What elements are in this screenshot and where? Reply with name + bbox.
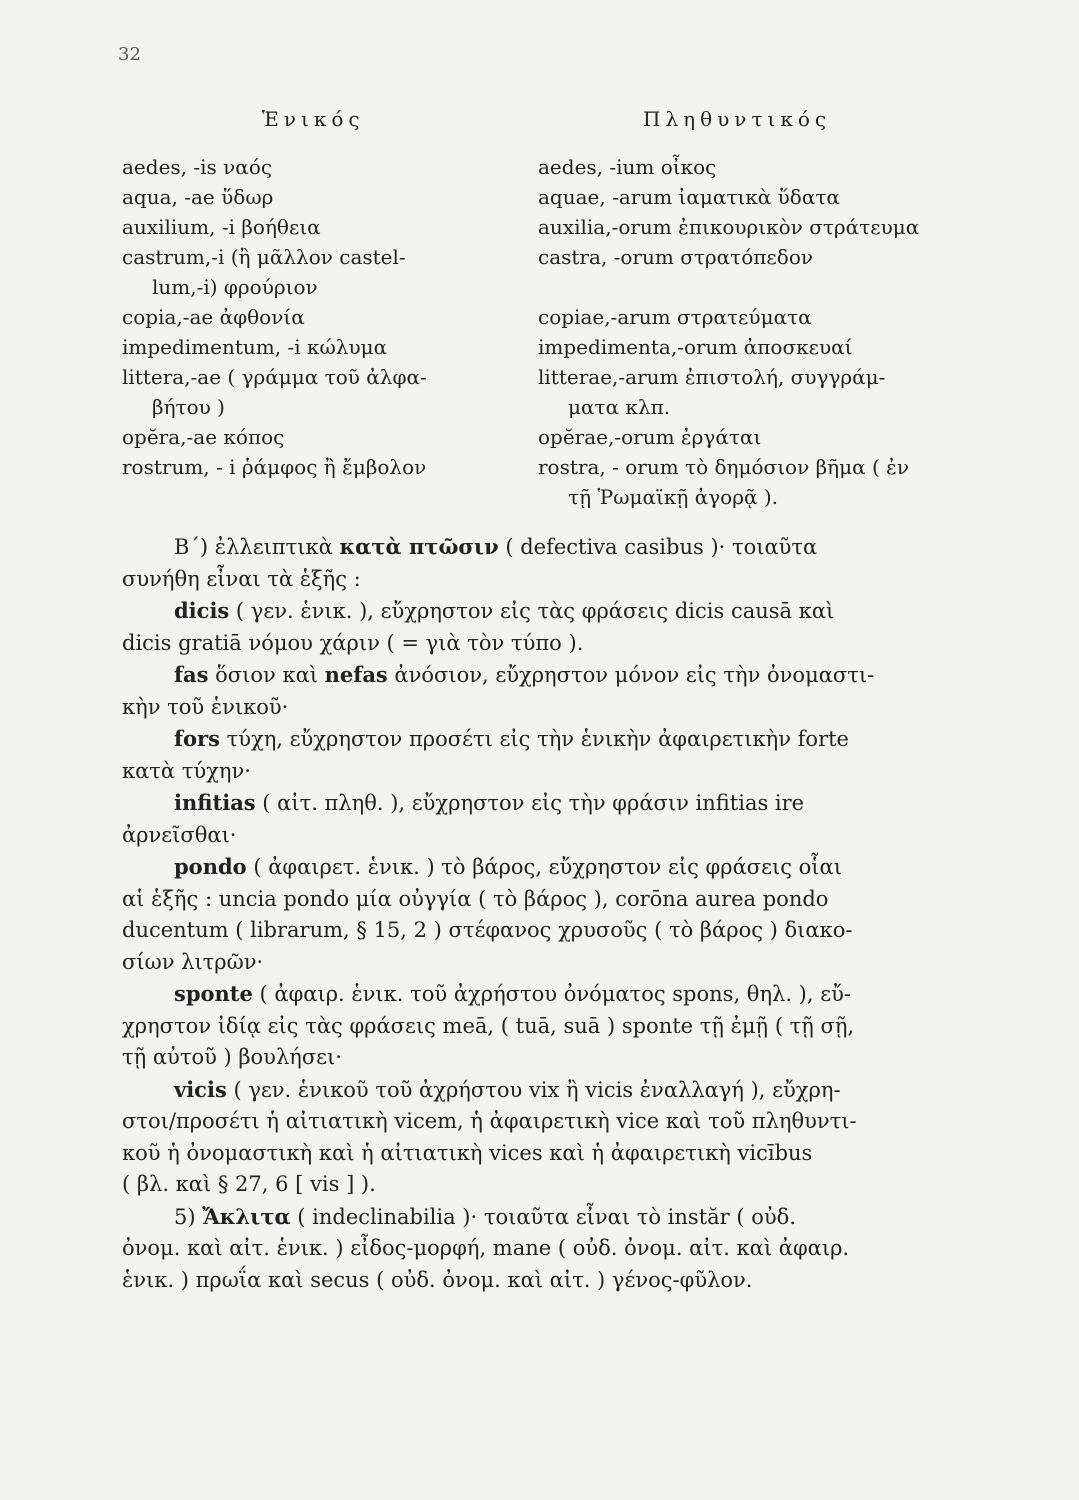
text-line: ἑνικ. ) πρωΐα καὶ secus ( οὐδ. ὀνομ. καὶ αἰτ. ) γένος-φῦλον.: [122, 1267, 753, 1292]
text: ( γεν. ἑνικοῦ τοῦ ἀχρήστου vix ἢ vicis ἐναλλαγή ), εὔχρη-: [226, 1077, 841, 1102]
text-line: κατὰ τύχην·: [122, 758, 251, 783]
text-line: συνήθη εἶναι τὰ ἑξῆς :: [122, 566, 361, 591]
term-vicis: vicis: [174, 1076, 227, 1102]
plural-gap: [538, 272, 978, 302]
text-line: ducentum ( librarum, § 15, 2 ) στέφανος χρυσοῦς ( τὸ βάρος ) διακο-: [122, 918, 853, 942]
text-line: τῇ αὐτοῦ ) βουλήσει·: [122, 1045, 342, 1069]
term-dicis: dicis: [174, 598, 230, 623]
singular-line: castrum,-i (ἢ μᾶλλον castel-: [122, 245, 406, 269]
text: ἀνόσιον, εὔχρηστον μόνον εἰς τὴν ὀνομαστι-: [387, 663, 875, 687]
page-number: 32: [118, 44, 141, 65]
text-line: στοι/προσέτι ἡ αἰτιατικὴ vicem, ἡ ἀφαιρετικὴ vice καὶ τοῦ πληθυντι-: [122, 1109, 857, 1133]
text: ( ἀφαιρ. ἑνικ. τοῦ ἀχρήστου ὀνόματος spons, θηλ. ), εὔ-: [252, 982, 851, 1006]
text-line: αἱ ἑξῆς : uncia pondo μία οὐγγία ( τὸ βάρος ), corōna aurea pondo: [122, 886, 829, 911]
bold-term: Ἄκλιτα: [202, 1203, 291, 1229]
text: B΄) ἐλλειπτικὰ: [174, 535, 340, 559]
term-infitias: infitias: [174, 790, 256, 815]
singular-line: βήτου ): [152, 395, 225, 419]
plural-line: litterae,-arum ἐπιστολή, συγγράμ-: [538, 365, 886, 389]
main-text: [122, 531, 952, 1296]
text-line: dicis gratiā νόμου χάριν ( = γιὰ τὸν τύπο ).: [122, 630, 584, 655]
entry-vicis: [122, 1074, 952, 1107]
text-line: χρηστον ἰδίᾳ εἰς τὰς φράσεις meā, ( tuā, suā ) sponte τῇ ἐμῇ ( τῇ σῇ,: [122, 1013, 855, 1038]
singular-line: lum,-i) φρούριον: [152, 275, 318, 299]
singular-line: copia,-ae ἀφθονία: [122, 305, 305, 329]
text-line: σίων λιτρῶν·: [122, 949, 264, 974]
plural-line: impedimenta,-orum ἀποσκευαί: [538, 335, 853, 359]
singular-column: [122, 104, 522, 482]
plural-line: copiae,-arum στρατεύματα: [538, 305, 812, 329]
singular-line: aqua, -ae ὕδωρ: [122, 185, 274, 209]
plural-line: τῇ Ῥωμαϊκῇ ἀγορᾷ ).: [568, 485, 778, 509]
text-line: κὴν τοῦ ἑνικοῦ·: [122, 694, 289, 719]
singular-line: auxilium, -i βοήθεια: [122, 215, 321, 239]
paragraph-defectiva: [122, 531, 952, 564]
term-fors: fors: [174, 726, 220, 751]
text: ( γεν. ἑνικ. ), εὔχρηστον εἰς τὰς φράσεις dicis causā καὶ: [229, 599, 835, 623]
term-fas: fas: [174, 662, 209, 687]
text: ὅσιον καὶ: [208, 663, 325, 687]
text-line: ἀρνεῖσθαι·: [122, 822, 237, 847]
entry-dicis: [122, 595, 952, 628]
term-pondo: pondo: [174, 854, 247, 879]
plural-heading: Πληθυντικός: [643, 107, 832, 131]
plural-line: castra, -orum στρατόπεδον: [538, 245, 814, 269]
text-line: κοῦ ἡ ὀνομαστικὴ καὶ ἡ αἰτιατικὴ vices καὶ ἡ ἀφαιρετικὴ vicībus: [122, 1140, 813, 1165]
plural-line: aedes, -ium οἶκος: [538, 155, 717, 179]
plural-line: opĕrae,-orum ἐργάται: [538, 425, 762, 449]
singular-list: [122, 152, 522, 482]
plural-line: rostra, - orum τὸ δημόσιον βῆμα ( ἐν: [538, 455, 910, 479]
plural-line: ματα κλπ.: [568, 395, 671, 419]
text: ( αἰτ. πληθ. ), εὔχρηστον εἰς τὴν φράσιν infitias ire: [255, 791, 805, 815]
plural-line: aquae, -arum ἰαματικὰ ὕδατα: [538, 185, 840, 209]
term-sponte: sponte: [174, 981, 253, 1006]
singular-line: aedes, -is ναός: [122, 155, 273, 179]
text: ( indeclinabilia )· τοιαῦτα εἶναι τὸ instăr ( οὐδ.: [290, 1204, 796, 1229]
singular-heading: Ἑνικός: [262, 107, 365, 131]
text: ( defectiva casibus )· τοιαῦτα: [498, 535, 818, 559]
text: τύχη, εὔχρηστον προσέτι εἰς τὴν ἑνικὴν ἀφαιρετικὴν forte: [219, 727, 849, 751]
entry-fors: [122, 723, 952, 756]
singular-line: opĕra,-ae κόπος: [122, 425, 285, 449]
term-nefas: nefas: [324, 662, 388, 687]
plural-column: [538, 104, 978, 512]
singular-line: littera,-ae ( γράμμα τοῦ ἀλφα-: [122, 365, 427, 389]
singular-line: impedimentum, -i κώλυμα: [122, 335, 388, 359]
text-line: ὀνομ. καὶ αἰτ. ἑνικ. ) εἶδος-μορφή, mane ( οὐδ. ὀνομ. αἰτ. καὶ ἀφαιρ.: [122, 1236, 850, 1260]
bold-term: κατὰ πτῶσιν: [339, 534, 499, 559]
plural-line: auxilia,-orum ἐπικουρικὸν στράτευμα: [538, 215, 920, 239]
entry-pondo: [122, 851, 952, 884]
singular-line: rostrum, - i ῥάμφος ἢ ἔμβολον: [122, 455, 427, 479]
entry-infitias: [122, 787, 952, 820]
text: ( ἀφαιρετ. ἑνικ. ) τὸ βάρος, εὔχρηστον εἰς φράσεις οἷαι: [246, 855, 842, 879]
plural-list: [538, 152, 978, 512]
text: 5): [174, 1204, 203, 1229]
entry-fas: [122, 659, 952, 692]
text-line: ( βλ. καὶ § 27, 6 [ vis ] ).: [122, 1172, 376, 1196]
entry-sponte: [122, 978, 952, 1011]
section-5-indeclinabilia: [122, 1201, 952, 1234]
